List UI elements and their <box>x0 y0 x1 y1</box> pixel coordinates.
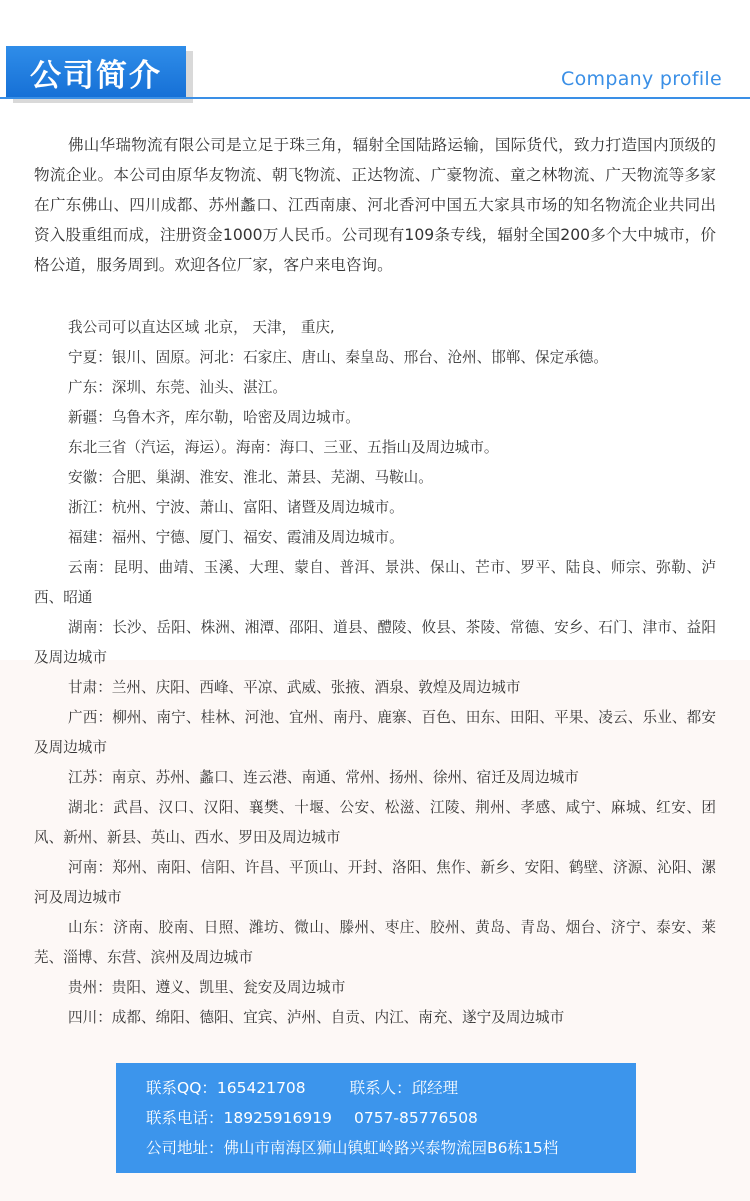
area-line-hubei: 湖北：武昌、汉口、汉阳、襄樊、十堰、公安、松滋、江陵、荆州、孝感、咸宁、麻城、红安、团风、新州、新县、英山、西水、罗田及周边城市 <box>34 799 716 846</box>
company-intro: 佛山华瑞物流有限公司是立足于珠三角，辐射全国陆路运输，国际货代，致力打造国内顶级的物流企业。本公司由原华友物流、朝飞物流、正达物流、广豪物流、童之林物流、广天物流等多家在广东佛山、四川成都、苏州蠡口、江西南康、河北香河中国五大家具市场的知名物流企业共同出资入股重组而成，注册资金1000万人民币。公司现有109条专线，辐射全国200多个大中城市，价格公道，服务周到。欢迎各位厂家，客户来电咨询。 <box>34 136 716 274</box>
area-line-guangxi: 广西：柳州、南宁、桂林、河池、宜州、南丹、鹿寨、百色、田东、田阳、平果、凌云、乐业、都安及周边城市 <box>34 709 716 756</box>
area-line-direct: 我公司可以直达区域 北京， 天津， 重庆, <box>68 319 335 336</box>
contact-box <box>116 1063 636 1173</box>
area-line-sichuan: 四川：成都、绵阳、德阳、宜宾、泸州、自贡、内江、南充、遂宁及周边城市 <box>68 1009 565 1026</box>
header-divider <box>0 97 750 99</box>
contact-address: 公司地址：佛山市南海区狮山镇虹岭路兴泰物流园B6栋15档 <box>146 1139 559 1157</box>
area-line-shandong: 山东：济南、胶南、日照、潍坊、微山、滕州、枣庄、胶州、黄岛、青岛、烟台、济宁、泰安、莱芜、淄博、东营、滨州及周边城市 <box>34 919 716 966</box>
area-line-fujian: 福建：福州、宁德、厦门、福安、霞浦及周边城市。 <box>68 529 404 546</box>
area-line-guizhou: 贵州：贵阳、遵义、凯里、瓮安及周边城市 <box>68 979 346 996</box>
area-line-yunnan: 云南：昆明、曲靖、玉溪、大理、蒙自、普洱、景洪、保山、芒市、罗平、陆良、师宗、弥勒、泸西、昭通 <box>34 559 716 606</box>
area-line-anhui: 安徽：合肥、巢湖、淮安、淮北、萧县、芜湖、马鞍山。 <box>68 469 433 486</box>
contact-person: 联系人：邱经理 <box>349 1079 459 1097</box>
area-line-xinjiang: 新疆：乌鲁木齐，库尔勒，哈密及周边城市。 <box>68 409 360 426</box>
area-line-jiangsu: 江苏：南京、苏州、蠡口、连云港、南通、常州、扬州、徐州、宿迁及周边城市 <box>68 769 579 786</box>
service-areas <box>34 313 716 1033</box>
section-subtitle: Company profile <box>561 68 722 90</box>
area-line-guangdong: 广东：深圳、东莞、汕头、湛江。 <box>68 379 287 396</box>
section-title: 公司简介 <box>6 46 186 98</box>
contact-row-qq <box>146 1073 636 1103</box>
area-line-hunan: 湖南：长沙、岳阳、株洲、湘潭、邵阳、道县、醴陵、攸县、茶陵、常德、安乡、石门、津市、益阳及周边城市 <box>34 619 716 666</box>
contact-row-address <box>146 1133 636 1163</box>
area-line-gansu: 甘肃：兰州、庆阳、西峰、平凉、武威、张掖、酒泉、敦煌及周边城市 <box>68 679 521 696</box>
area-line-zhejiang: 浙江：杭州、宁波、萧山、富阳、诸暨及周边城市。 <box>68 499 404 516</box>
contact-phone: 联系电话：18925916919 <box>146 1109 332 1127</box>
contact-qq: 联系QQ：165421708 <box>146 1079 306 1097</box>
contact-tel: 0757-85776508 <box>353 1109 478 1127</box>
area-line-ningxia-hebei: 宁夏：银川、固原。河北：石家庄、唐山、秦皇岛、邢台、沧州、邯郸、保定承德。 <box>68 349 608 366</box>
contact-row-phone <box>146 1103 636 1133</box>
area-line-northeast-hainan: 东北三省（汽运，海运）。海南：海口、三亚、五指山及周边城市。 <box>68 439 499 456</box>
area-line-henan: 河南：郑州、南阳、信阳、许昌、平顶山、开封、洛阳、焦作、新乡、安阳、鹤壁、济源、沁阳、漯河及周边城市 <box>34 859 716 906</box>
